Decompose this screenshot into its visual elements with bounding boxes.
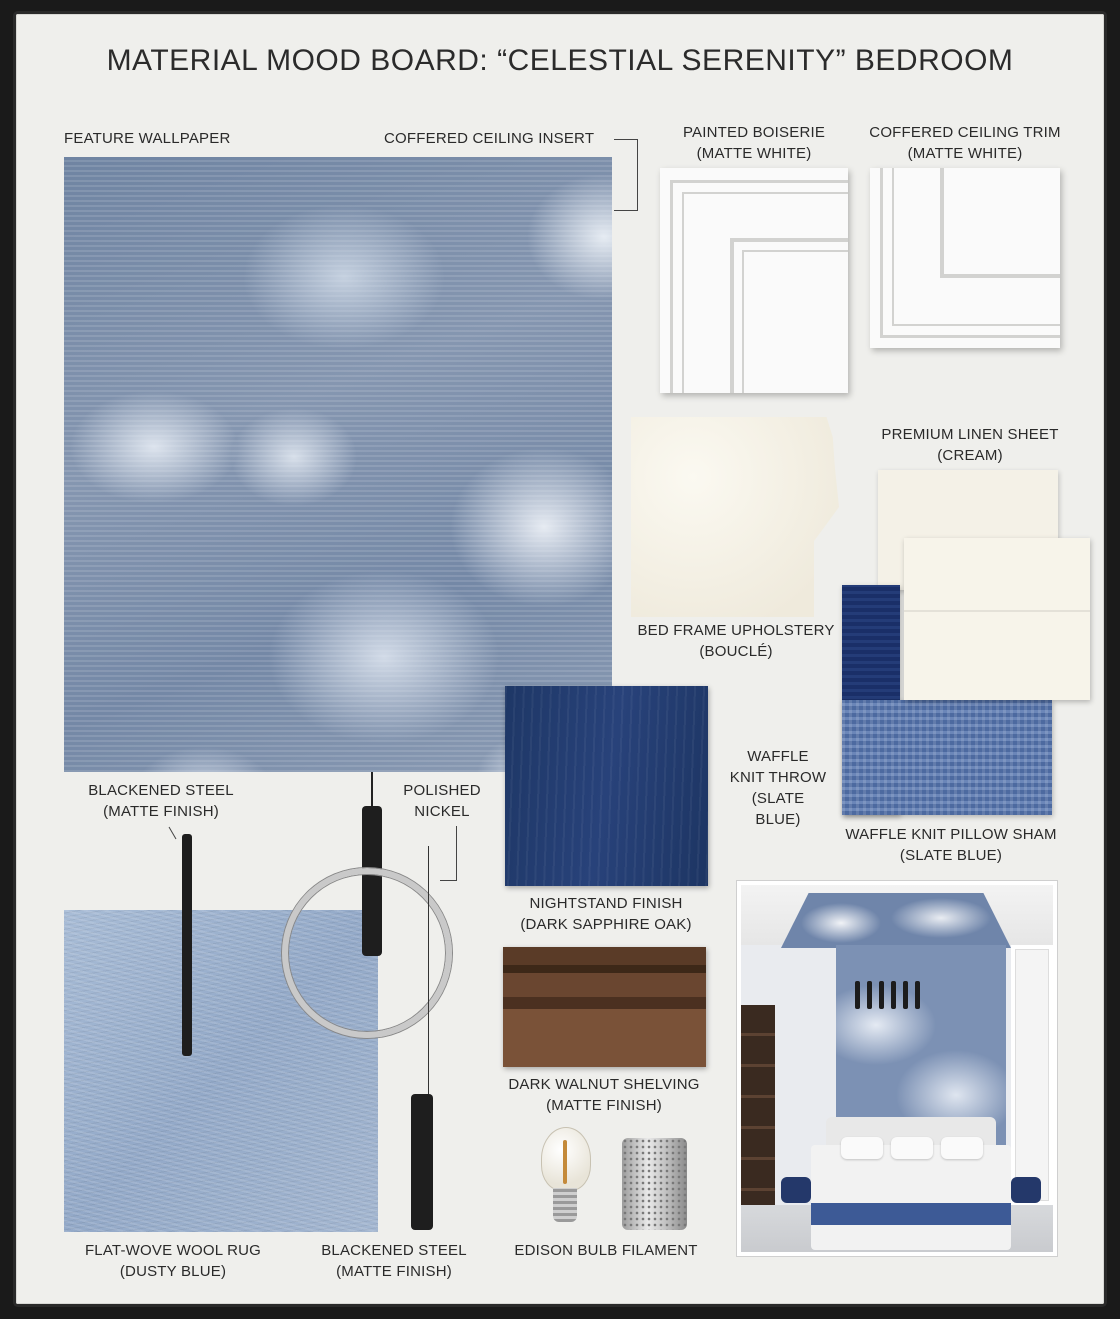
chandelier-icon: [851, 973, 927, 1009]
leader-line: [440, 880, 457, 881]
painted-boiserie-swatch: [660, 168, 848, 393]
label-flat-wove-wool-rug: FLAT-WOVE WOOL RUG (DUSTY BLUE): [84, 1242, 262, 1280]
dark-walnut-shelving-swatch: [503, 947, 706, 1067]
label-coffered-ceiling-trim: COFFERED CEILING TRIM (MATTE WHITE): [869, 124, 1061, 162]
leader-line: [637, 139, 638, 211]
label-bed-frame-upholstery: BED FRAME UPHOLSTERY (BOUCLÉ): [637, 622, 835, 660]
label-premium-linen-sheet: PREMIUM LINEN SHEET (CREAM): [881, 426, 1059, 464]
coffered-ceiling-trim-swatch: [870, 168, 1060, 348]
label-blackened-steel-top: BLACKENED STEEL (MATTE FINISH): [88, 782, 234, 820]
label-dark-walnut-shelving: DARK WALNUT SHELVING (MATTE FINISH): [508, 1076, 700, 1114]
waffle-knit-swatch: [842, 700, 1052, 815]
pendant-wire: [371, 772, 373, 810]
label-feature-wallpaper: FEATURE WALLPAPER: [64, 130, 231, 147]
blackened-steel-cylinder: [411, 1094, 433, 1230]
board-title: MATERIAL MOOD BOARD: “CELESTIAL SERENITY” BEDROOM: [106, 44, 1014, 77]
bulb-filament: [563, 1140, 567, 1184]
label-painted-boiserie: PAINTED BOISERIE (MATTE WHITE): [682, 124, 826, 162]
polished-nickel-ring: [282, 868, 452, 1038]
nightstand-sapphire-oak-swatch: [505, 686, 708, 886]
label-edison-bulb-filament: EDISON BULB FILAMENT: [514, 1242, 698, 1259]
pendant-wire: [428, 846, 429, 1096]
bed-frame-boucle-swatch: [631, 417, 839, 617]
label-coffered-ceiling-insert: COFFERED CEILING INSERT: [384, 130, 595, 147]
label-nightstand-finish: NIGHTSTAND FINISH (DARK SAPPHIRE OAK): [520, 895, 692, 933]
leader-line: [614, 210, 638, 211]
perforated-nickel-shade: [622, 1138, 687, 1230]
bedroom-render-image: [737, 881, 1057, 1256]
leader-line: [614, 139, 638, 140]
feature-wallpaper-swatch: [64, 157, 612, 772]
label-waffle-knit-throw: WAFFLE KNIT THROW (SLATE BLUE): [729, 748, 827, 828]
leader-line: [456, 826, 457, 880]
label-blackened-steel-bottom: BLACKENED STEEL (MATTE FINISH): [321, 1242, 467, 1280]
label-polished-nickel: POLISHED NICKEL: [403, 782, 481, 820]
bulb-base: [553, 1188, 577, 1222]
blackened-steel-rod: [182, 834, 192, 1056]
label-waffle-knit-pillow-sham: WAFFLE KNIT PILLOW SHAM (SLATE BLUE): [845, 826, 1057, 864]
linen-sheet-folded-swatch: [904, 538, 1090, 700]
